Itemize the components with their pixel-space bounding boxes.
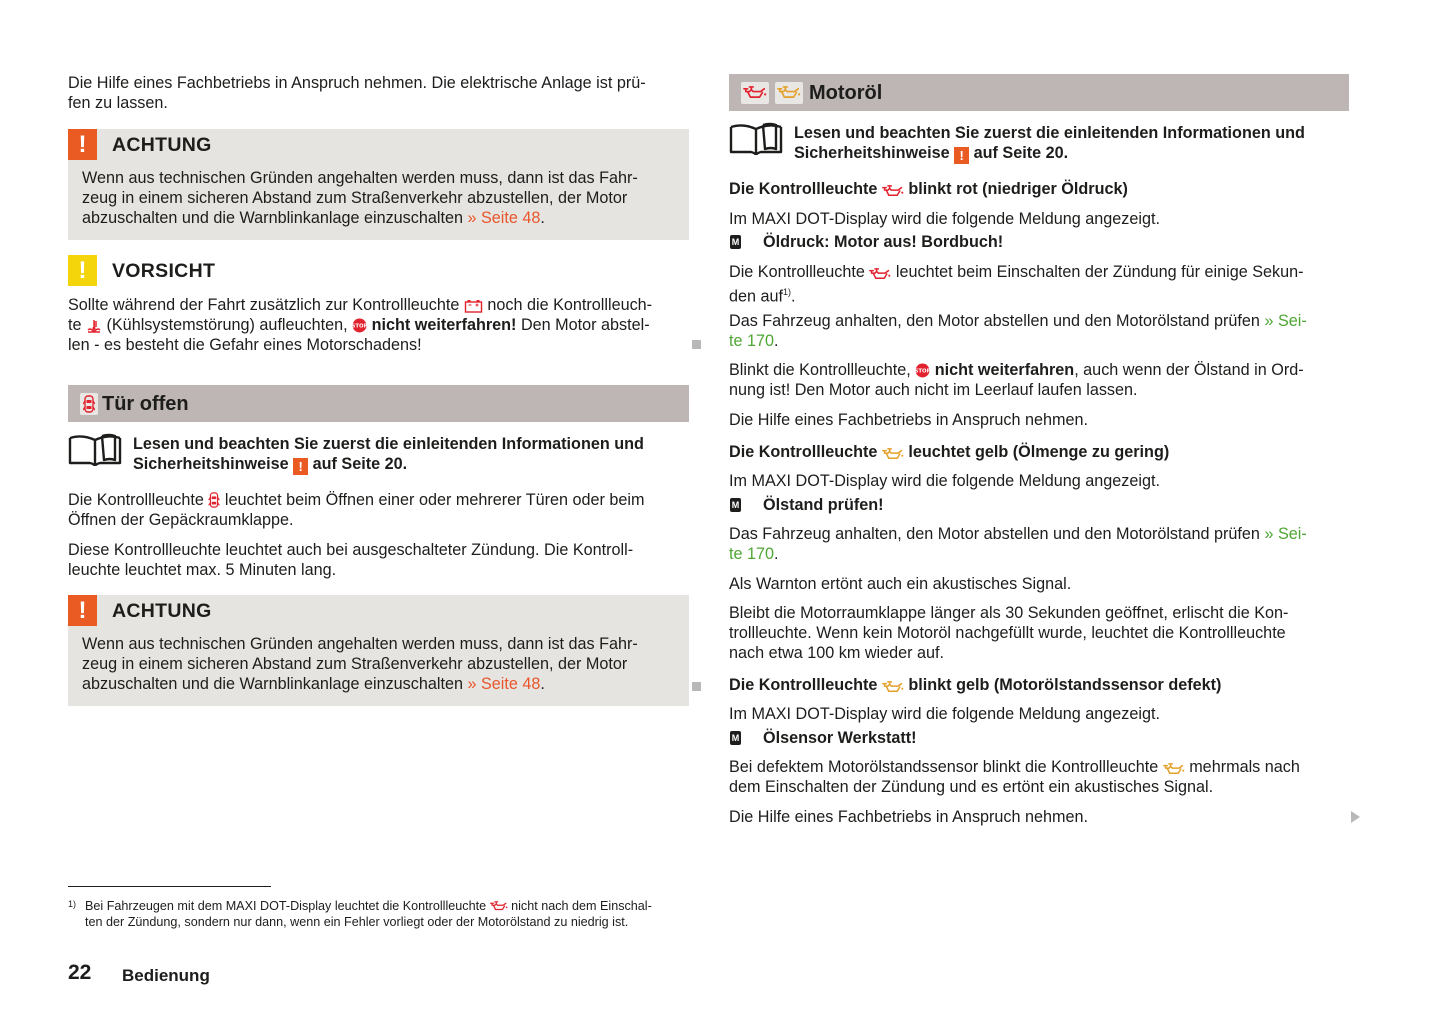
message-text: Ölsensor Werkstatt! <box>763 729 917 747</box>
page-link-seite-48[interactable]: » Seite 48 <box>467 675 541 693</box>
footnote-text <box>85 898 652 930</box>
oil-pressure-red-icon <box>882 185 904 197</box>
maxi-dot-m-icon: M <box>731 733 740 743</box>
section-end-marker <box>692 340 701 349</box>
text-part: ten der Zündung, sondern nur dann, wenn ein Fehler vorliegt oder der Motorölstand zu niedrig ist. <box>85 915 629 929</box>
display-note: Im MAXI DOT-Display wird die folgende Meldung angezeigt. <box>729 705 1160 723</box>
yellow-blink-paragraph-1 <box>729 757 1300 797</box>
yellow-on-paragraph-2: Als Warnton ertönt auch ein akustisches Signal. <box>729 575 1072 593</box>
caution-text-part: Den Motor abstel- <box>516 316 650 334</box>
oil-level-yellow-icon <box>882 448 904 460</box>
intro-paragraph <box>68 73 646 113</box>
red-blink-paragraph-3 <box>729 360 1304 400</box>
oil-pressure-red-icon <box>741 82 769 104</box>
oil-level-yellow-icon <box>882 681 904 693</box>
text-part: nicht nach dem Einschal- <box>507 899 652 913</box>
warning-text-line: abzuschalten und die Warnblinkanlage einzuschalten <box>82 209 468 227</box>
text-part: Bei Fahrzeugen mit dem MAXI DOT-Display leuchtet die Kontrollleuchte <box>85 899 490 913</box>
text-part: nung ist! Den Motor auch nicht im Leerlauf laufen lassen. <box>729 381 1138 399</box>
display-note: Im MAXI DOT-Display wird die folgende Meldung angezeigt. <box>729 472 1160 490</box>
caution-header <box>68 255 689 286</box>
warning-text-line: Wenn aus technischen Gründen angehalten werden muss, dann ist das Fahr- <box>82 169 638 187</box>
continue-arrow-icon <box>1351 811 1360 823</box>
text-part: leuchtet gelb (Ölmenge zu gering) <box>903 443 1170 461</box>
warning-text-line: abzuschalten und die Warnblinkanlage einzuschalten <box>82 675 468 693</box>
page-link-seite-20[interactable]: auf Seite 20. <box>969 144 1069 162</box>
message-text: Öldruck: Motor aus! Bordbuch! <box>763 233 1004 251</box>
oil-pressure-red-icon <box>490 901 508 911</box>
subheading-yellow-blink <box>729 675 1221 695</box>
stop-sign-icon <box>915 363 930 378</box>
safety-exclamation-icon: ! <box>293 458 308 475</box>
maxi-dot-message <box>729 495 884 515</box>
text-part: Bei defektem Motorölstandssensor blinkt die Kontrollleuchte <box>729 758 1163 776</box>
warning-title: ACHTUNG <box>112 133 212 156</box>
door-paragraph-1 <box>68 490 644 530</box>
stop-sign-icon <box>352 318 367 333</box>
maxi-dot-message <box>729 232 1003 252</box>
warning-box-achtung-1 <box>68 129 689 240</box>
read-first-note <box>729 123 1305 164</box>
warning-body <box>68 626 689 704</box>
caution-text-part: te <box>68 316 86 334</box>
page-link-seite-20[interactable]: auf Seite 20. <box>308 455 408 473</box>
read-first-line: Lesen und beachten Sie zuerst die einleitenden Informationen und <box>133 435 644 453</box>
open-book-icon <box>68 432 122 466</box>
coolant-temperature-icon <box>86 319 102 333</box>
yellow-on-paragraph-3 <box>729 603 1288 663</box>
red-blink-paragraph-1 <box>729 262 1304 306</box>
text-part: mehrmals nach <box>1184 758 1300 776</box>
footnote <box>68 898 698 930</box>
safety-exclamation-icon: ! <box>954 147 969 164</box>
yellow-on-paragraph-1 <box>729 524 1307 564</box>
page-link-seite-170[interactable]: » Sei- <box>1264 312 1307 330</box>
text-part: Die Kontrollleuchte <box>729 443 882 461</box>
text-part: trollleuchte. Wenn kein Motoröl nachgefüllt wurde, leuchtet die Kontrollleuchte <box>729 624 1286 642</box>
open-book-icon <box>729 121 783 155</box>
text-part: Die Kontrollleuchte <box>68 491 209 509</box>
page-link-seite-170[interactable]: te 170 <box>729 545 775 563</box>
caution-text-part: noch die Kontrollleuch- <box>482 296 653 314</box>
red-blink-paragraph-4: Die Hilfe eines Fachbetriebs in Anspruch nehmen. <box>729 411 1089 429</box>
section-title: Motoröl <box>809 81 883 104</box>
read-first-line: Lesen und beachten Sie zuerst die einleitenden Informationen und <box>794 124 1305 142</box>
caution-text-part: len - es besteht die Gefahr eines Motorschadens! <box>68 336 422 354</box>
page-section-label: Bedienung <box>122 966 210 985</box>
text-part: Blinkt die Kontrollleuchte, <box>729 361 916 379</box>
text-part: , auch wenn der Ölstand in Ord- <box>1074 361 1304 379</box>
intro-line-2: fen zu lassen. <box>68 94 168 112</box>
caution-text <box>68 295 689 355</box>
page-link-seite-170[interactable]: » Sei- <box>1264 525 1307 543</box>
text-part: blinkt gelb (Motorölstandssensor defekt) <box>903 676 1222 694</box>
text-part: leuchte leuchtet max. 5 Minuten lang. <box>68 561 337 579</box>
text-part: Das Fahrzeug anhalten, den Motor abstellen und den Motorölstand prüfen <box>729 525 1265 543</box>
subheading-yellow-on <box>729 442 1169 462</box>
text-part: Diese Kontrollleuchte leuchtet auch bei ausgeschalteter Zündung. Die Kontroll- <box>68 541 634 559</box>
read-first-text <box>133 434 644 475</box>
bold-text: nicht weiterfahren <box>934 361 1075 379</box>
door-paragraph-2 <box>68 540 633 580</box>
text-part: leuchtet beim Öffnen einer oder mehrerer Türen oder beim <box>220 491 645 509</box>
red-blink-paragraph-2 <box>729 311 1307 351</box>
yellow-blink-paragraph-2: Die Hilfe eines Fachbetriebs in Anspruch nehmen. <box>729 808 1089 826</box>
read-first-text <box>794 123 1305 164</box>
subheading-red-blink <box>729 179 1128 199</box>
text-part: den auf <box>729 287 784 306</box>
oil-pressure-red-icon <box>869 268 891 280</box>
warning-exclamation-icon: ! <box>68 595 97 626</box>
text-part: nach etwa 100 km wieder auf. <box>729 644 945 662</box>
punctuation: . <box>791 287 796 306</box>
read-first-line: Sicherheitshinweise <box>133 455 294 473</box>
text-part: leuchtet beim Einschalten der Zündung für einige Sekun- <box>891 263 1304 281</box>
warning-header <box>68 595 689 626</box>
display-note: Im MAXI DOT-Display wird die folgende Meldung angezeigt. <box>729 210 1160 228</box>
text-part: Die Kontrollleuchte <box>729 676 882 694</box>
page-link-seite-170[interactable]: te 170 <box>729 332 775 350</box>
text-part: Die Kontrollleuchte <box>729 180 882 198</box>
section-end-marker <box>692 682 701 691</box>
text-part: Öffnen der Gepäckraumklappe. <box>68 511 294 529</box>
section-title: Tür offen <box>102 392 189 415</box>
footnote-divider <box>68 886 271 887</box>
warning-text-line: zeug in einem sicheren Abstand zum Straßenverkehr abzustellen, der Motor <box>82 655 628 673</box>
message-text: Ölstand prüfen! <box>763 496 884 514</box>
door-open-icon <box>80 393 98 415</box>
warning-box-achtung-2 <box>68 595 689 706</box>
section-header-door-open <box>68 385 689 422</box>
punctuation: . <box>774 332 779 350</box>
footnote-reference[interactable]: 1) <box>783 287 792 297</box>
caution-block-vorsicht <box>68 255 689 355</box>
text-part: Das Fahrzeug anhalten, den Motor abstellen und den Motorölstand prüfen <box>729 312 1265 330</box>
page-number: 22 <box>68 961 92 984</box>
caution-title: VORSICHT <box>112 259 216 282</box>
oil-level-yellow-icon <box>1163 763 1185 775</box>
text-part: Die Kontrollleuchte <box>729 263 870 281</box>
warning-text-line: Wenn aus technischen Gründen angehalten werden muss, dann ist das Fahr- <box>82 635 638 653</box>
text-part: dem Einschalten der Zündung und es ertönt ein akustisches Signal. <box>729 778 1214 796</box>
intro-line-1: Die Hilfe eines Fachbetriebs in Anspruch nehmen. Die elektrische Anlage ist prü- <box>68 74 646 92</box>
caution-bold-text: nicht weiterfahren! <box>371 316 517 334</box>
warning-text-line: zeug in einem sicheren Abstand zum Straßenverkehr abzustellen, der Motor <box>82 189 628 207</box>
maxi-dot-m-icon: M <box>731 237 740 247</box>
warning-exclamation-icon: ! <box>68 129 97 160</box>
punctuation: . <box>774 545 779 563</box>
text-part: blinkt rot (niedriger Öldruck) <box>903 180 1128 198</box>
door-open-icon <box>208 492 220 508</box>
battery-warning-icon <box>464 299 483 313</box>
section-header-engine-oil <box>729 74 1349 111</box>
maxi-dot-m-icon: M <box>731 500 740 510</box>
caution-exclamation-icon: ! <box>68 255 97 286</box>
oil-level-yellow-icon <box>775 82 803 104</box>
warning-header <box>68 129 689 160</box>
text-part: Bleibt die Motorraumklappe länger als 30 Sekunden geöffnet, erlischt die Kon- <box>729 604 1289 622</box>
punctuation: . <box>540 209 545 227</box>
read-first-line: Sicherheitshinweise <box>794 144 955 162</box>
read-first-note <box>68 434 644 475</box>
caution-text-part: Sollte während der Fahrt zusätzlich zur Kontrollleuchte <box>68 296 464 314</box>
warning-title: ACHTUNG <box>112 599 212 622</box>
warning-body <box>68 160 689 238</box>
page-link-seite-48[interactable]: » Seite 48 <box>467 209 541 227</box>
punctuation: . <box>540 675 545 693</box>
footnote-mark: 1) <box>68 899 77 909</box>
caution-text-part: (Kühlsystemstörung) aufleuchten, <box>102 316 353 334</box>
maxi-dot-message <box>729 728 917 748</box>
